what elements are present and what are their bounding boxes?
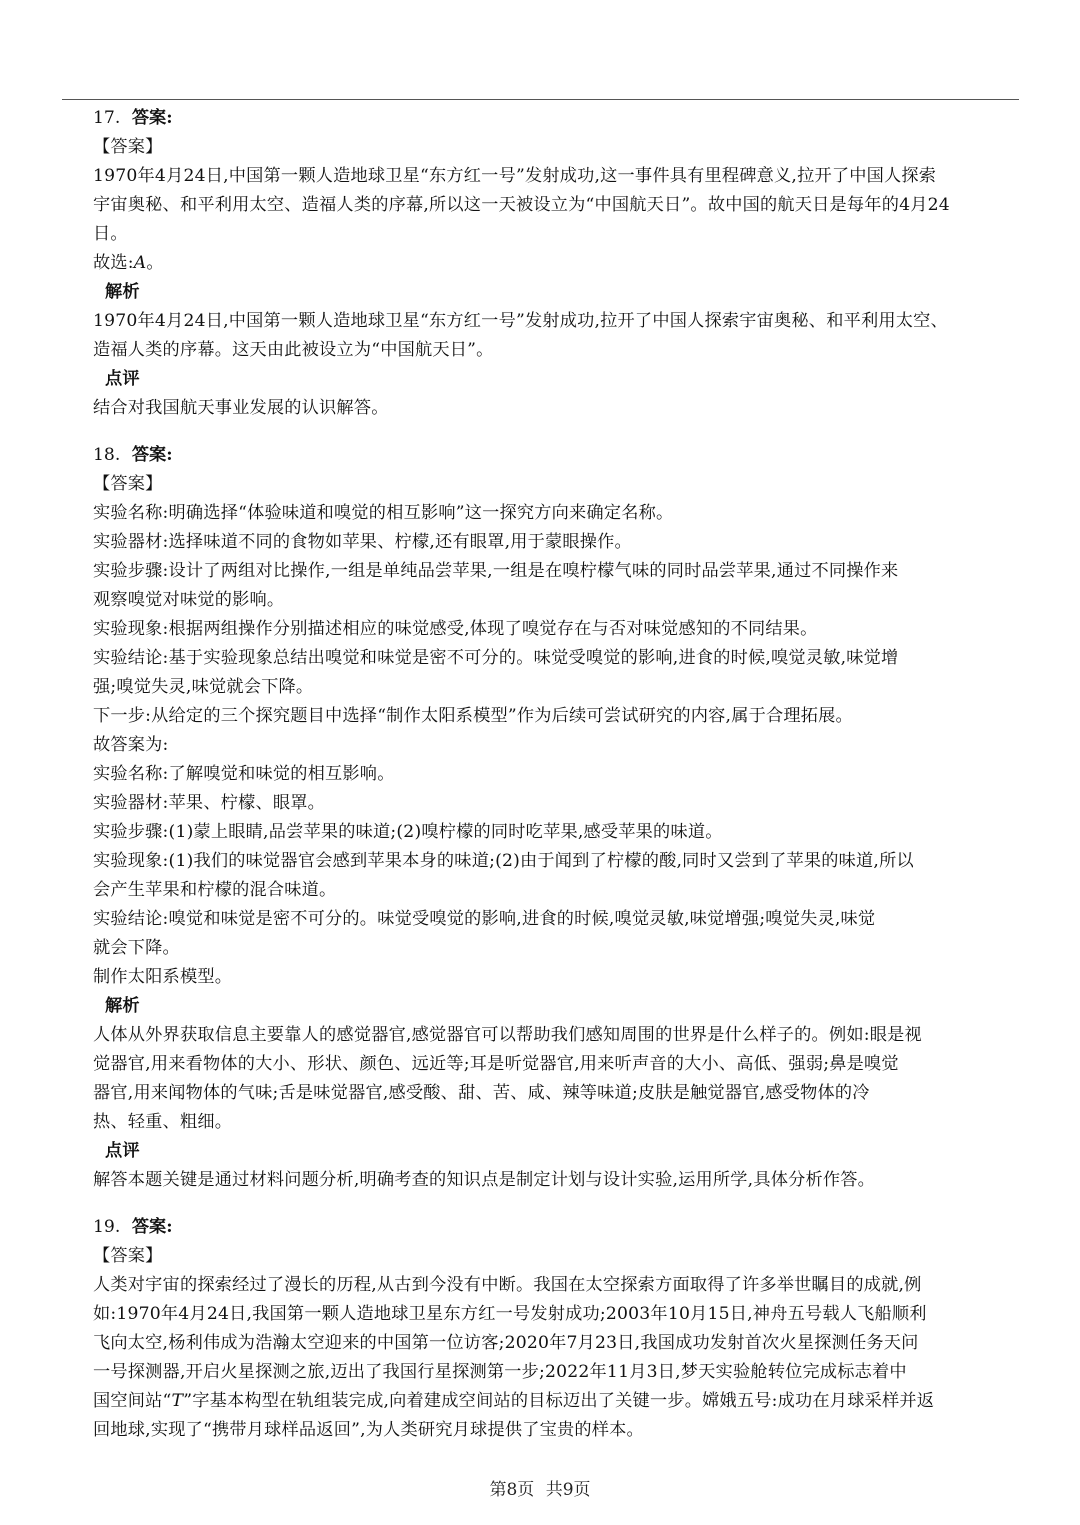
q18-answer-title: 答案: (131, 445, 173, 465)
q19-answer-line: 如:1970年4月24日,我国第一颗人造地球卫星东方红一号发射成功;2003年10月15日,神舟五号载人飞船顺利 (93, 1304, 927, 1324)
q18-analysis-line: 器官,用来闻物体的气味;舌是味觉器官,感受酸、甜、苦、咸、辣等味道;皮肤是触觉器官,感受物体的冷 (93, 1083, 870, 1103)
q18-answer-line: 实验步骤:设计了两组对比操作,一组是单纯品尝苹果,一组是在嗅柠檬气味的同时品尝苹果,通过不同操作来 (93, 561, 899, 581)
q17-analysis-line: 造福人类的序幕。这天由此被设立为“中国航天日”。 (93, 340, 494, 360)
q17-heading (93, 104, 1043, 133)
q18-answer-line: 就会下降。 (93, 938, 180, 958)
q17-comment-title: 点评 (105, 369, 140, 389)
q17-answer-line: 日。 (93, 224, 128, 244)
q18-analysis-line: 觉器官,用来看物体的大小、形状、颜色、远近等;耳是听觉器官,用来听声音的大小、高低、强弱;鼻是嗅觉 (93, 1054, 899, 1074)
q17-answer-line: 1970年4月24日,中国第一颗人造地球卫星“东方红一号”发射成功,这一事件具有里程碑意义,拉开了中国人探索 (93, 166, 937, 186)
q19-heading (93, 1213, 1043, 1242)
q18-answer-line: 实验现象:根据两组操作分别描述相应的味觉感受,体现了嗅觉存在与否对味觉感知的不同结果。 (93, 619, 818, 639)
q18-answer-bracket: 【答案】 (93, 474, 163, 494)
q18-analysis-line: 人体从外界获取信息主要靠人的感觉器官,感觉器官可以帮助我们感知周围的世界是什么样子的。例如:眼是视 (93, 1025, 922, 1045)
q18-analysis-title: 解析 (105, 996, 140, 1016)
q18-number: 18. (93, 445, 121, 465)
q17-analysis-title: 解析 (105, 282, 140, 302)
q17-number: 17. (93, 108, 121, 128)
q17-choice-prefix: 故选: (93, 253, 134, 273)
q18-comment-line: 解答本题关键是通过材料问题分析,明确考查的知识点是制定计划与设计实验,运用所学,具体分析作答。 (93, 1170, 876, 1190)
page-total: 共9页 (545, 1480, 591, 1500)
q19-answer-bracket: 【答案】 (93, 1246, 163, 1266)
page-content (93, 104, 1043, 1445)
q19-answer-line: 回地球,实现了“携带月球样品返回”,为人类研究月球提供了宝贵的样本。 (93, 1420, 644, 1440)
q19-t-suffix: ”字基本构型在轨组装完成,向着建成空间站的目标迈出了关键一步。嫦娥五号:成功在月球采样并返 (183, 1391, 935, 1411)
q19-answer-line: 飞向太空,杨利伟成为浩瀚太空迎来的中国第一位访客;2020年7月23日,我国成功发射首次火星探测任务天问 (93, 1333, 919, 1353)
q17-answer-line: 宇宙奥秘、和平利用太空、造福人类的序幕,所以这一天被设立为“中国航天日”。故中国的航天日是每年的4月24 (93, 195, 950, 215)
q18-answer-line: 实验名称:了解嗅觉和味觉的相互影响。 (93, 764, 395, 784)
page-number: 第8页 (489, 1480, 535, 1500)
page-footer (0, 1475, 1080, 1500)
q19-t-letter: T (171, 1391, 184, 1411)
q18-heading (93, 441, 1043, 470)
q17-choice-suffix: 。 (146, 253, 164, 273)
q17-answer-title: 答案: (131, 108, 173, 128)
q18-answer-line: 会产生苹果和柠檬的混合味道。 (93, 880, 337, 900)
q17-answer-bracket: 【答案】 (93, 137, 163, 157)
q18-answer-line: 制作太阳系模型。 (93, 967, 233, 987)
q18-answer-line: 实验器材:苹果、柠檬、眼罩。 (93, 793, 326, 813)
header-rule (62, 99, 1019, 100)
q19-number: 19. (93, 1217, 121, 1237)
q18-comment-title: 点评 (105, 1141, 140, 1161)
q19-answer-line: 人类对宇宙的探索经过了漫长的历程,从古到今没有中断。我国在太空探索方面取得了许多举世瞩目的成就,例 (93, 1275, 922, 1295)
q19-answer-line: 一号探测器,开启火星探测之旅,迈出了我国行星探测第一步;2022年11月3日,梦天实验舱转位完成标志着中 (93, 1362, 907, 1382)
q19-t-prefix: 国空间站“ (93, 1391, 172, 1411)
q18-answer-line: 观察嗅觉对味觉的影响。 (93, 590, 285, 610)
q18-answer-line: 实验现象:(1)我们的味觉器官会感到苹果本身的味道;(2)由于闻到了柠檬的酸,同时又尝到了苹果的味道,所以 (93, 851, 914, 871)
q17-choice (93, 249, 1043, 278)
q18-answer-line: 实验器材:选择味道不同的食物如苹果、柠檬,还有眼罩,用于蒙眼操作。 (93, 532, 632, 552)
q18-answer-line: 实验结论:嗅觉和味觉是密不可分的。味觉受嗅觉的影响,进食的时候,嗅觉灵敏,味觉增强;嗅觉失灵,味觉 (93, 909, 876, 929)
q17-choice-letter: A (133, 253, 147, 273)
q19-answer-line-t (93, 1387, 1043, 1416)
q18-answer-line: 实验名称:明确选择“体验味道和嗅觉的相互影响”这一探究方向来确定名称。 (93, 503, 674, 523)
q18-answer-line: 实验步骤:(1)蒙上眼睛,品尝苹果的味道;(2)嗅柠檬的同时吃苹果,感受苹果的味道。 (93, 822, 723, 842)
q19-answer-title: 答案: (131, 1217, 173, 1237)
q18-answer-line: 实验结论:基于实验现象总结出嗅觉和味觉是密不可分的。味觉受嗅觉的影响,进食的时候,嗅觉灵敏,味觉增 (93, 648, 899, 668)
q17-comment-line: 结合对我国航天事业发展的认识解答。 (93, 398, 389, 418)
q17-analysis-line: 1970年4月24日,中国第一颗人造地球卫星“东方红一号”发射成功,拉开了中国人探索宇宙奥秘、和平利用太空、 (93, 311, 948, 331)
q18-answer-line: 强;嗅觉失灵,味觉就会下降。 (93, 677, 314, 697)
q18-answer-line: 下一步:从给定的三个探究题目中选择“制作太阳系模型”作为后续可尝试研究的内容,属于合理拓展。 (93, 706, 853, 726)
q18-answer-line: 故答案为: (93, 735, 169, 755)
q18-analysis-line: 热、轻重、粗细。 (93, 1112, 233, 1132)
